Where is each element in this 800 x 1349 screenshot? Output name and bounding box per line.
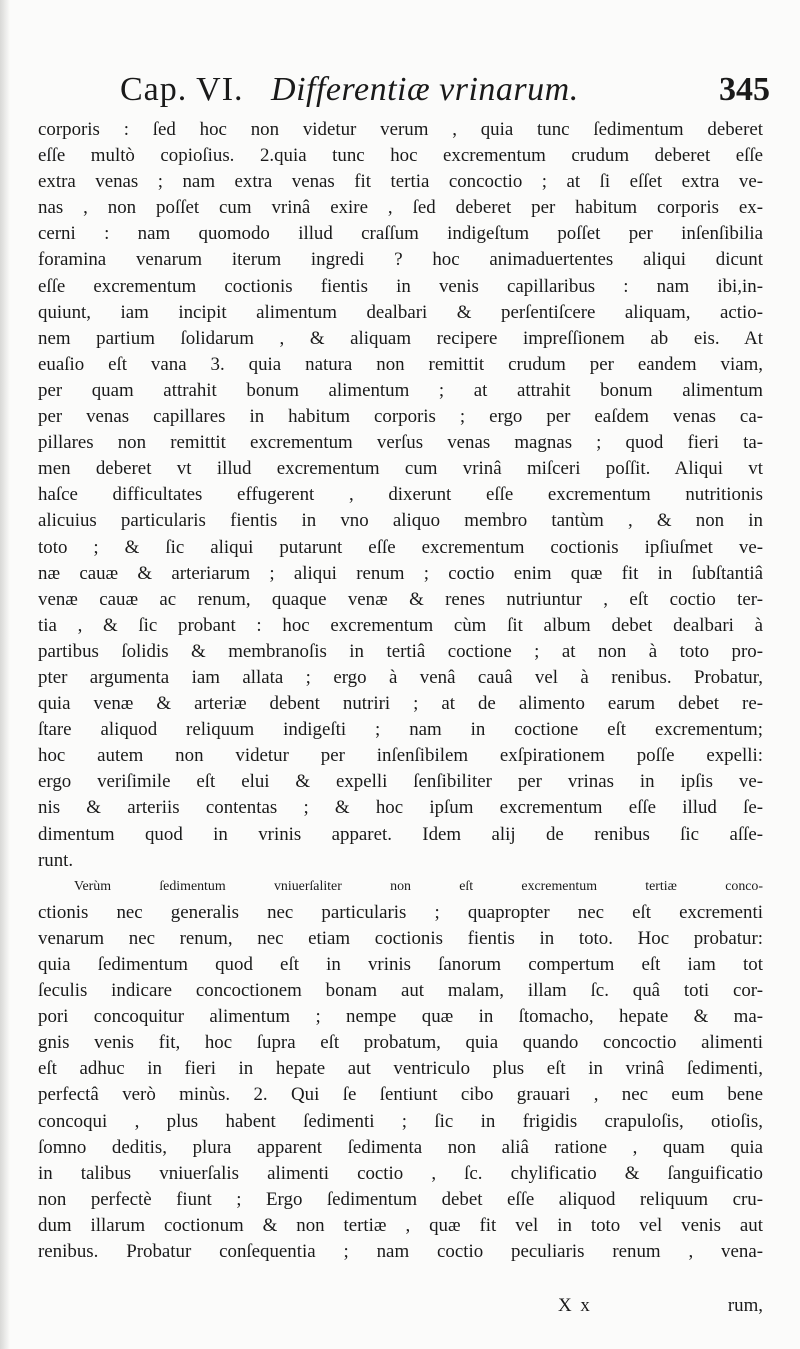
- text-line: venarum nec renum, nec etiam coctionis fientis in toto. Hoc probatur:: [38, 927, 763, 949]
- text-line: haſce difficultates effugerent , dixerunt eſſe excrementum nutritionis: [38, 484, 763, 506]
- page-number: 345: [719, 71, 770, 108]
- page-edge-shadow: [0, 0, 10, 1349]
- text-line: pori concoquitur alimentum ; nempe quæ in ſtomacho, hepate & ma-: [38, 1006, 763, 1028]
- signature-mark: X x: [558, 1295, 592, 1316]
- running-header: [120, 68, 770, 116]
- text-line: eſſe multò copioſius. 2.quia tunc hoc excrementum crudum deberet eſſe: [38, 145, 763, 167]
- text-line: quiunt, iam incipit alimentum dealbari & perſentiſcere aliquam, actio-: [38, 301, 763, 323]
- text-line: runt.: [38, 849, 74, 871]
- text-line: corporis : ſed hoc non videtur verum , quia tunc ſedimentum deberet: [38, 119, 763, 140]
- catchword: rum,: [727, 1295, 763, 1316]
- text-line: quia venæ & arteriæ debent nutriri ; at de alimento earum debet re-: [38, 693, 763, 715]
- text-line: pter argumenta iam allata ; ergo à venâ cauâ vel à renibus. Probatur,: [38, 666, 763, 688]
- text-line: foramina venarum iterum ingredi ? hoc animaduertentes aliqui dicunt: [38, 249, 763, 271]
- text-line: venæ cauæ ac renum, quaque venæ & renes nutriuntur , eſt coctio ter-: [38, 588, 763, 610]
- text-line: partibus ſolidis & membranoſis in tertiâ coctione ; at non à toto pro-: [38, 640, 763, 662]
- text-line: per venas capillares in habitum corporis ; ergo per eaſdem venas ca-: [38, 406, 763, 428]
- text-line: ſtare aliquod reliquum indigeſti ; nam in coctione eſt excrementum;: [38, 719, 763, 741]
- text-line: per quam attrahit bonum alimentum ; at attrahit bonum alimentum: [38, 379, 763, 401]
- chapter-label: Cap. VI.: [120, 71, 244, 108]
- text-line: toto ; & ſic aliqui putarunt eſſe excrementum coctionis ipſiuſmet ve-: [38, 536, 763, 558]
- text-line: nem partium ſolidarum , & aliquam recipere impreſſionem ab eis. At: [38, 327, 763, 349]
- text-line: euaſio eſt vana 3. quia natura non remittit crudum per eandem viam,: [38, 353, 763, 375]
- page-footer: [38, 1293, 763, 1319]
- text-line: nis & arteriis contentas ; & hoc ipſum excrementum eſſe illud ſe-: [38, 797, 763, 819]
- text-line: concoqui , plus habent ſedimenti ; ſic in frigidis crapuloſis, otioſis,: [38, 1110, 763, 1132]
- running-title: Differentiæ vrinarum.: [271, 71, 579, 108]
- text-line: extra venas ; nam extra venas fit tertia concoctio ; at ſi eſſet extra ve-: [38, 171, 763, 193]
- text-line: gnis venis fit, hoc ſupra eſt probatum, quia quando concoctio alimenti: [38, 1032, 763, 1054]
- text-line: dum illarum coctionum & non tertiæ , quæ fit vel in toto vel venis aut: [38, 1214, 763, 1236]
- text-line: pillares non remittit excrementum verſus venas magnas ; quod fieri ta-: [38, 432, 763, 454]
- text-line: Verùm ſedimentum vniuerſaliter non eſt excrementum tertiæ conco-: [74, 878, 763, 894]
- text-line: hoc autem non videtur per inſenſibilem exſpirationem poſſe expelli:: [38, 745, 763, 767]
- text-line: non perfectè fiunt ; Ergo ſedimentum debet eſſe aliquod reliquum cru-: [38, 1188, 763, 1210]
- text-line: tia , & ſic probant : hoc excrementum cùm ſit album debet dealbari à: [38, 614, 763, 636]
- header-left: [120, 68, 579, 112]
- text-line: næ cauæ & arteriarum ; aliqui renum ; coctio enim quæ fit in ſubſtantiâ: [38, 562, 763, 584]
- text-line: cerni : nam quomodo illud craſſum indigeſtum poſſet per inſenſibilia: [38, 223, 763, 245]
- text-line: eſt adhuc in fieri in hepate aut ventriculo plus eſt in vrinâ ſedimenti,: [38, 1058, 763, 1080]
- text-line: ſeculis indicare concoctionem bonam aut malam, illam ſc. quâ toti cor-: [38, 980, 763, 1002]
- text-line: alicuius particularis fientis in vno aliquo membro tantùm , & non in: [38, 510, 763, 532]
- text-line: quia ſedimentum quod eſt in vrinis ſanorum compertum eſt iam tot: [38, 954, 763, 975]
- text-line: in talibus vniuerſalis alimenti coctio , ſc. chylificatio & ſanguificatio: [38, 1162, 763, 1184]
- text-line: dimentum quod in vrinis apparet. Idem alij de renibus ſic aſſe-: [38, 823, 763, 845]
- text-line: nas , non poſſet cum vrinâ exire , ſed deberet per habitum corporis ex-: [38, 197, 763, 219]
- text-line: ctionis nec generalis nec particularis ; quapropter nec eſt excrementi: [38, 901, 763, 923]
- text-line: eſſe excrementum coctionis fientis in venis capillaribus : nam ibi,in-: [38, 275, 763, 297]
- text-line: men deberet vt illud excrementum cum vrinâ miſceri poſſit. Aliqui vt: [38, 458, 763, 480]
- text-line: perfectâ verò minùs. 2. Qui ſe ſentiunt cibo grauari , nec eum bene: [38, 1084, 763, 1106]
- body-text: [38, 117, 763, 1265]
- text-line: renibus. Probatur conſequentia ; nam coctio peculiaris renum , vena-: [38, 1241, 763, 1263]
- text-line: ergo veriſimile eſt elui & expelli ſenſibiliter per vrinas in ipſis ve-: [38, 771, 763, 793]
- text-line: ſomno deditis, plura apparent ſedimenta non aliâ ratione , quam quia: [38, 1136, 763, 1158]
